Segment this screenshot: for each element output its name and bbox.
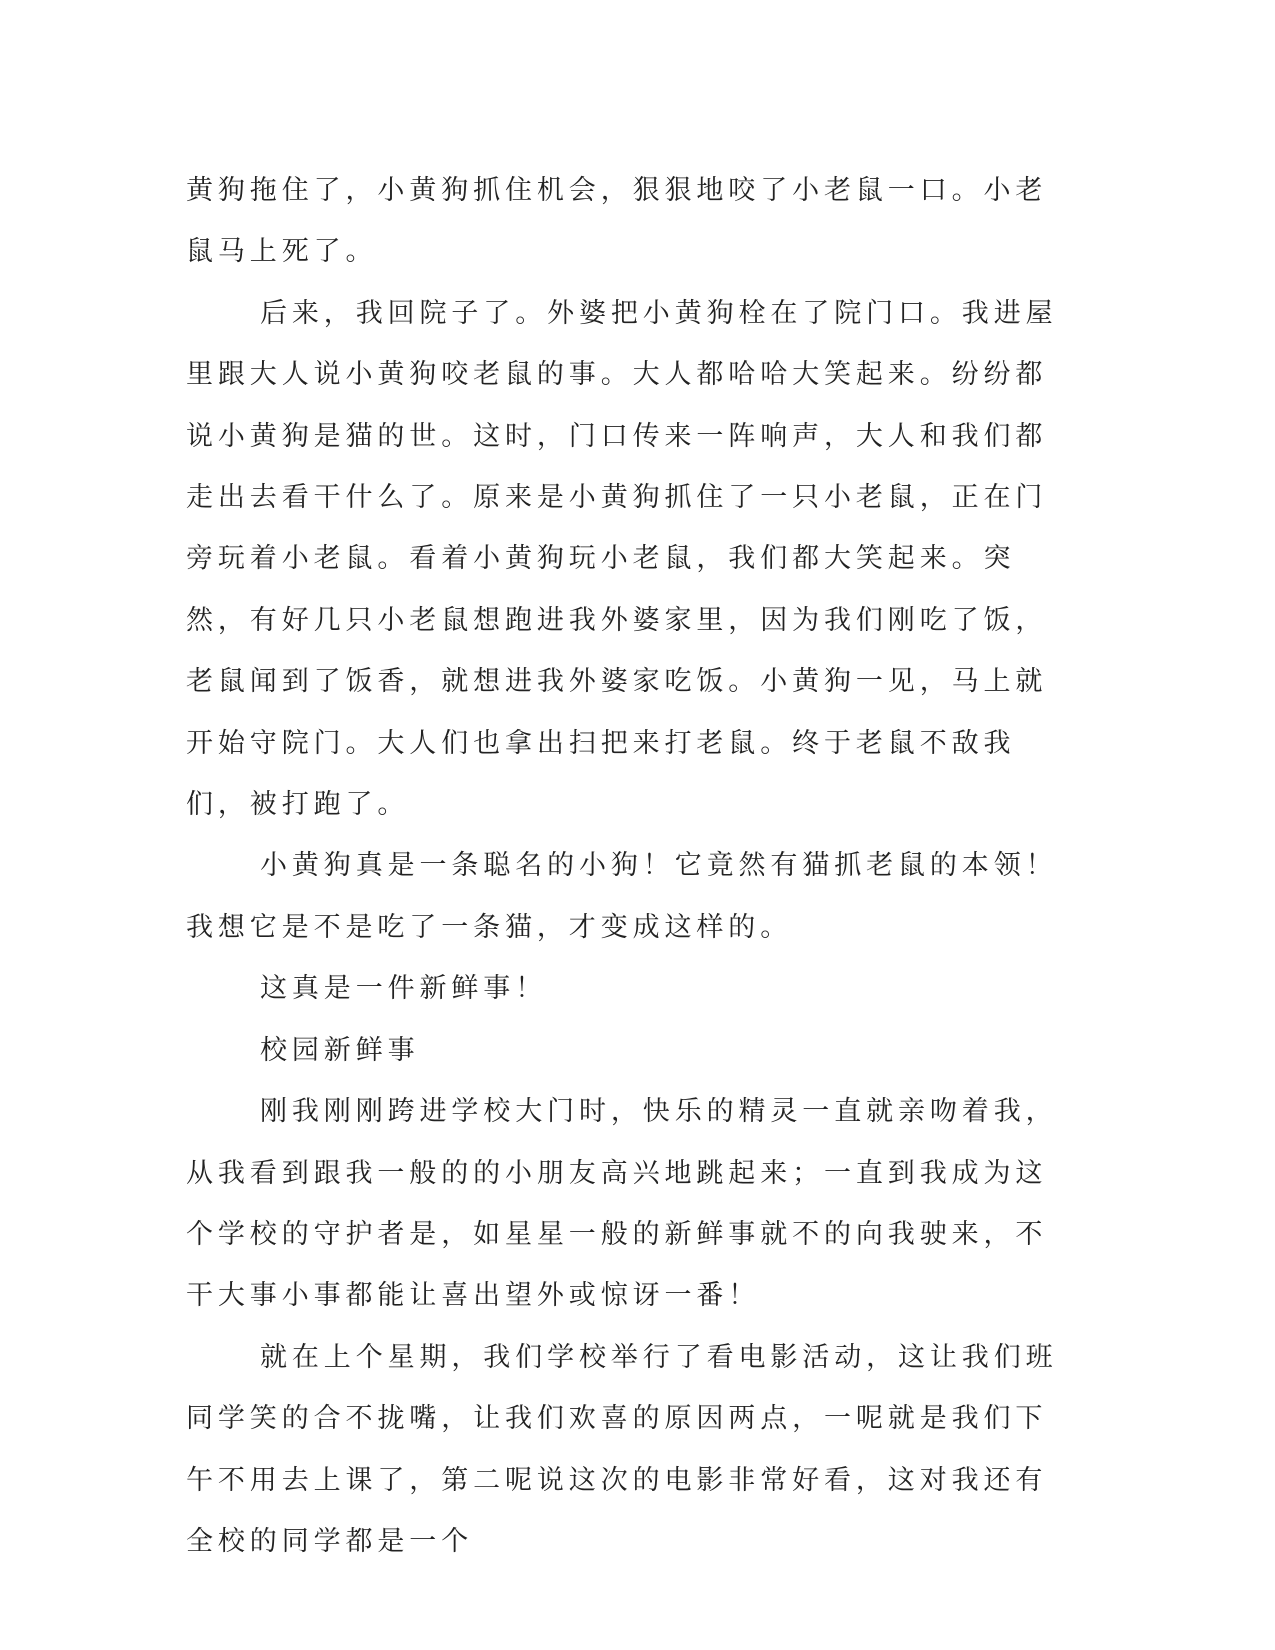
paragraph-3: 小黄狗真是一条聪名的小狗！它竟然有猫抓老鼠的本领！我想它是不是吃了一条猫，才变成这样的。 [186,850,1058,943]
paragraph-2: 后来，我回院子了。外婆把小黄狗栓在了院门口。我进屋里跟大人说小黄狗咬老鼠的事。大人都哈哈大笑起来。纷纷都说小黄狗是猫的世。这时，门口传来一阵响声，大人和我们都走出去看干什么了。原来是小黄狗抓住了一只小老鼠，正在门旁玩着小老鼠。看着小黄狗玩小老鼠，我们都大笑起来。突然，有好几只小老鼠想跑进我外婆家里，因为我们刚吃了饭，老鼠闻到了饭香，就想进我外婆家吃饭。小黄狗一见，马上就开始守院门。大人们也拿出扫把来打老鼠。终于老鼠不敌我们，被打跑了。 [186,297,1058,821]
section-heading: 校园新鲜事 [260,1034,420,1066]
paragraph-4: 这真是一件新鲜事！ [260,973,548,1005]
paragraph-5: 刚我刚刚跨进学校大门时，快乐的精灵一直就亲吻着我，从我看到跟我一般的的小朋友高兴地跳起来；一直到我成为这个学校的守护者是，如星星一般的新鲜事就不的向我驶来，不干大事小事都能让喜出望外或惊讶一番！ [186,1096,1058,1312]
paragraph-1: 黄狗拖住了，小黄狗抓住机会，狠狠地咬了小老鼠一口。小老鼠马上死了。 [186,175,1048,268]
paragraph-6: 就在上个星期，我们学校举行了看电影活动，这让我们班同学笑的合不拢嘴，让我们欢喜的原因两点，一呢就是我们下午不用去上课了，第二呢说这次的电影非常好看，这对我还有全校的同学都是一个 [186,1341,1058,1557]
document-body [186,160,1066,1572]
